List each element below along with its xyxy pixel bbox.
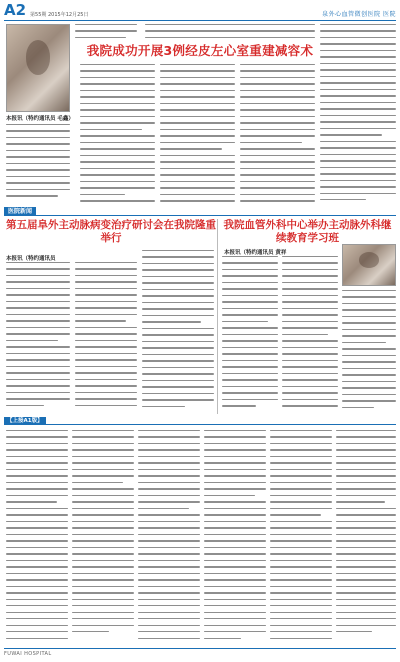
right-article-col3	[342, 290, 396, 412]
bottom-col1	[6, 430, 68, 644]
section-label-news: 医院新闻	[4, 207, 36, 216]
page-number: A2	[4, 1, 27, 19]
right-article-photo	[342, 244, 396, 286]
section-divider	[4, 215, 396, 216]
left-article-caption: 本报讯（特约通讯员	[6, 256, 56, 262]
top-article-col4	[240, 64, 315, 204]
left-article-col3	[142, 250, 214, 412]
top-article-photo	[6, 24, 70, 112]
issue-date: 第55期 2015年12月25日	[30, 12, 89, 18]
column-divider	[217, 219, 218, 414]
right-article-caption: 本报讯（特约通讯员 黄祥	[224, 250, 287, 256]
top-article-col2-head	[75, 24, 137, 42]
continued-label: 【上接A1版】	[4, 417, 46, 425]
right-article-col1	[222, 256, 278, 412]
bottom-col4	[204, 430, 266, 644]
top-article-col2	[80, 64, 155, 204]
bottom-section-divider	[4, 424, 396, 425]
right-article-col2	[282, 256, 338, 412]
top-article-headline: 我院成功开展3例经皮左心室重建减容术	[86, 43, 314, 58]
footer-text: FUWAI HOSPITAL	[4, 651, 52, 657]
bottom-col2	[72, 430, 134, 644]
top-article-col5	[320, 24, 396, 204]
page-header	[0, 0, 400, 20]
top-article-caption: 本报讯（特约通讯员 毛鑫）	[6, 116, 74, 122]
left-article-col2	[75, 262, 137, 412]
bottom-col5	[270, 430, 332, 644]
top-article-col3	[160, 64, 235, 204]
footer-divider	[4, 648, 396, 649]
bottom-col6	[336, 430, 396, 644]
newspaper-title: 泉外心血管微创医院 医院	[322, 11, 396, 18]
left-article-headline: 第五届阜外主动脉病变治疗研讨会在我院隆重举行	[6, 219, 216, 244]
left-article-col1	[6, 262, 70, 412]
right-article-headline: 我院血管外科中心举办主动脉外科继续教育学习班	[223, 219, 392, 244]
top-article-col1	[6, 124, 70, 202]
bottom-col3	[138, 430, 200, 644]
header-divider	[4, 20, 396, 21]
top-article-col-top	[145, 24, 315, 42]
